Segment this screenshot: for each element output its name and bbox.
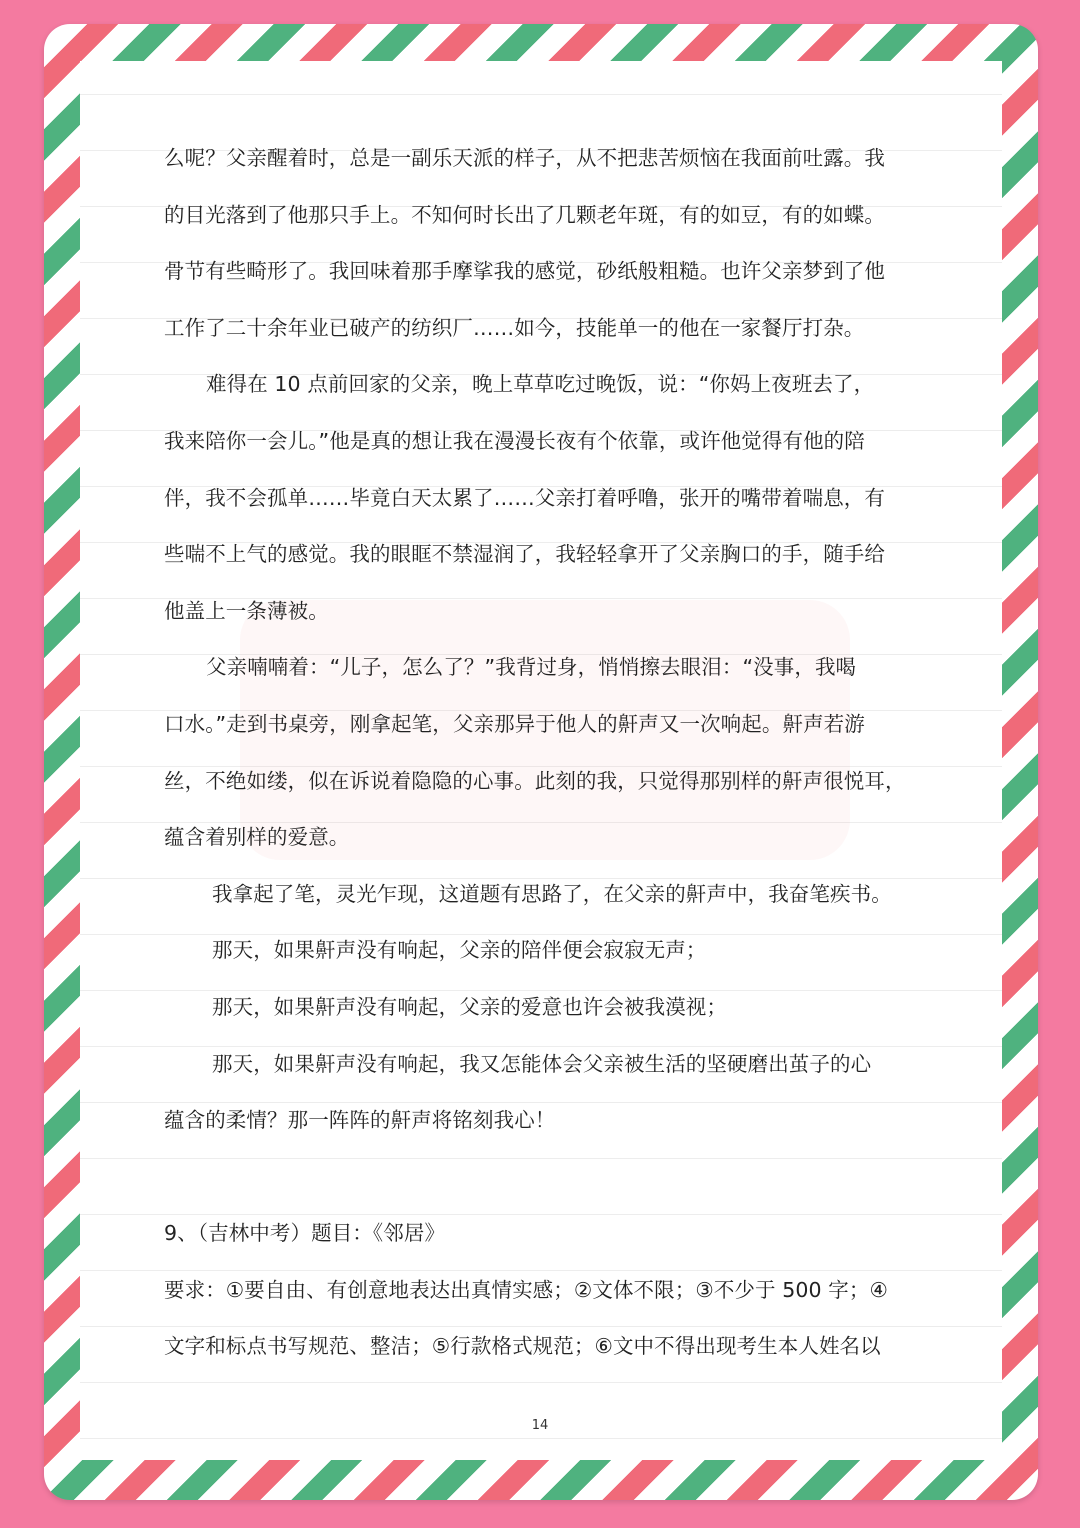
text-line: 伴，我不会孤单……毕竟白天太累了……父亲打着呼噜，张开的嘴带着喘息，有 bbox=[164, 485, 885, 510]
text-line: 蕴含着别样的爱意。 bbox=[164, 825, 350, 850]
text-line: 他盖上一条薄被。 bbox=[164, 598, 329, 623]
text-line: 那天，如果鼾声没有响起，我又怎能体会父亲被生活的坚硬磨出茧子的心 bbox=[212, 1051, 872, 1076]
text-line: 难得在 10 点前回家的父亲，晚上草草吃过晚饭，说：“你妈上夜班去了， bbox=[206, 372, 875, 397]
text-line: 些喘不上气的感觉。我的眼眶不禁湿润了，我轻轻拿开了父亲胸口的手，随手给 bbox=[164, 542, 885, 567]
text-line: 口水。”走到书桌旁，刚拿起笔，父亲那异于他人的鼾声又一次响起。鼾声若游 bbox=[164, 711, 865, 736]
text-line: 我来陪你一会儿。”他是真的想让我在漫漫长夜有个依靠，或许他觉得有他的陪 bbox=[164, 428, 865, 453]
text-line: 蕴含的柔情？那一阵阵的鼾声将铭刻我心！ bbox=[164, 1108, 556, 1133]
requirement-line: 要求：①要自由、有创意地表达出真情实感；②文体不限；③不少于 500 字；④ bbox=[164, 1277, 888, 1302]
page-number: 14 bbox=[531, 1418, 549, 1433]
text-line: 丝，不绝如缕，似在诉说着隐隐的心事。此刻的我，只觉得那别样的鼾声很悦耳， bbox=[164, 768, 906, 793]
text-line: 那天，如果鼾声没有响起，父亲的爱意也许会被我漠视； bbox=[212, 994, 727, 1019]
text-line: 父亲喃喃着：“儿子，怎么了？”我背过身，悄悄擦去眼泪：“没事，我喝 bbox=[206, 655, 857, 680]
text-line: 我拿起了笔，灵光乍现，这道题有思路了，在父亲的鼾声中，我奋笔疾书。 bbox=[212, 881, 892, 906]
text-line: 么呢？父亲醒着时，总是一副乐天派的样子，从不把悲苦烦恼在我面前吐露。我 bbox=[164, 146, 885, 170]
essay-text bbox=[164, 130, 920, 1149]
requirement-line: 文字和标点书写规范、整洁；⑤行款格式规范；⑥文中不得出现考生本人姓名以 bbox=[164, 1334, 881, 1359]
document-body bbox=[164, 130, 920, 1375]
blank-line bbox=[164, 1149, 920, 1206]
text-line: 骨节有些畸形了。我回味着那手摩挲我的感觉，砂纸般粗糙。也许父亲梦到了他 bbox=[164, 259, 885, 284]
text-line: 的目光落到了他那只手上。不知何时长出了几颗老年斑，有的如豆，有的如蝶。 bbox=[164, 202, 885, 227]
text-line: 那天，如果鼾声没有响起，父亲的陪伴便会寂寂无声； bbox=[212, 938, 707, 963]
question-title: 9、（吉林中考）题目：《邻居》 bbox=[164, 1221, 446, 1246]
text-line: 工作了二十余年业已破产的纺织厂……如今，技能单一的他在一家餐厅打杂。 bbox=[164, 315, 865, 340]
